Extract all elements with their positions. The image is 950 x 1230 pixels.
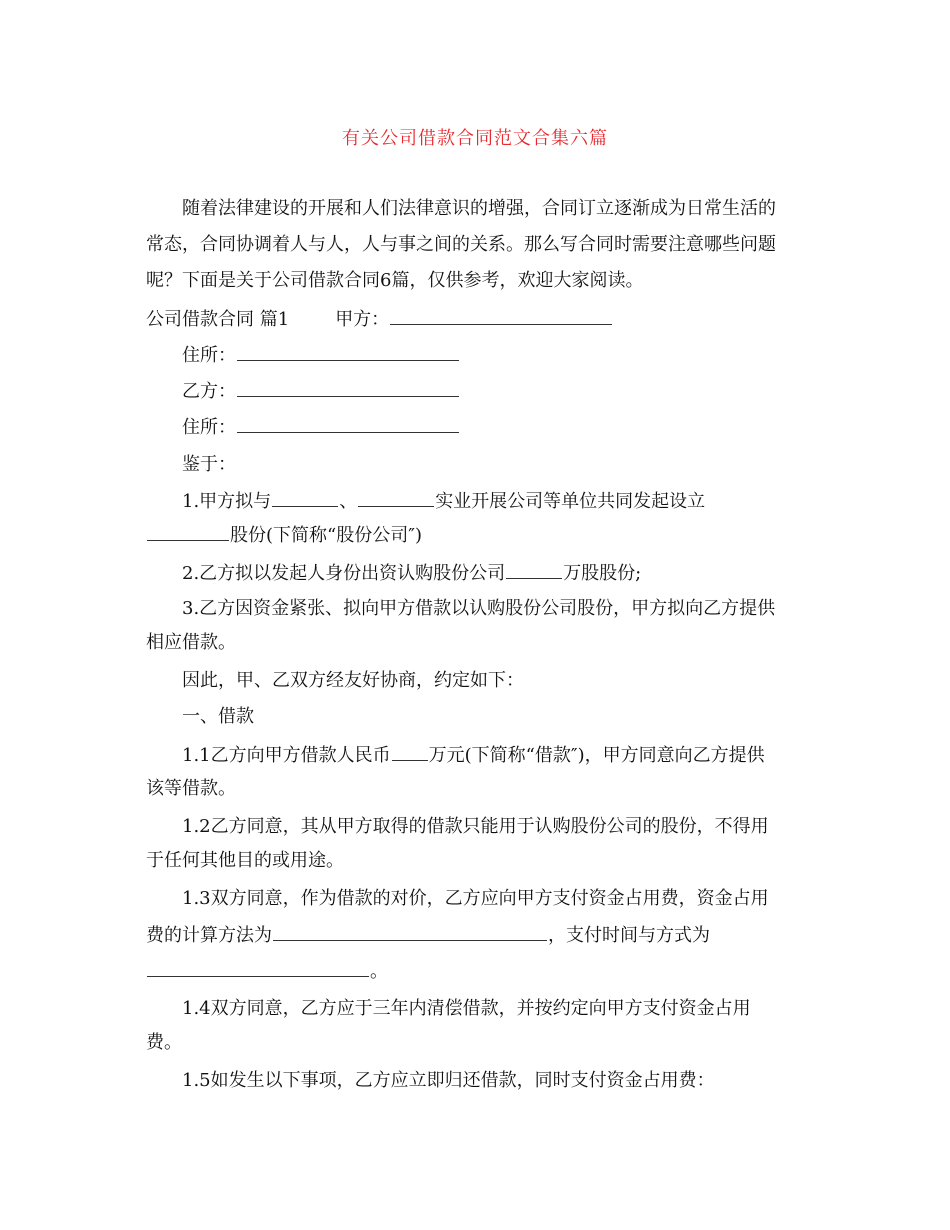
clause-1-3-text-b: 费的计算方法为 [146,925,272,946]
clause-1-5-line: 1.5如发生以下事项，乙方应立即归还借款，同时支付资金占用费： [182,1070,715,1091]
clause-1-1-line-1 [182,742,765,769]
whereas-label: 鉴于： [182,454,236,475]
clause-1-2-line-1: 1.2乙方同意，其从甲方取得的借款只能用于认购股份公司的股份，不得用 [182,816,769,837]
intro-paragraph-line-2: 常态，合同协调着人与人，人与事之间的关系。那么写合同时需要注意哪些问题 [146,234,776,255]
party-a-blank [390,306,612,325]
address-2-row [182,414,460,441]
clause-1-1-text-a: 1.1乙方向甲方借款人民币 [182,745,391,766]
clause-1-3-line-1: 1.3双方同意，作为借款的对价，乙方应向甲方支付资金占用费，资金占用 [182,888,769,909]
document-title: 有关公司借款合同范文合集六篇 [342,128,608,149]
contract-heading-row [146,306,613,333]
whereas-1-line-2 [146,522,422,549]
whereas-3-line-1: 3.乙方因资金紧张、拟向甲方借款以认购股份公司股份，甲方拟向乙方提供 [182,598,776,619]
whereas-1-blank-2 [358,488,434,507]
clause-1-3-line-3 [146,958,388,985]
whereas-3-line-2: 相应借款。 [146,632,236,653]
clause-1-4-line-1: 1.4双方同意，乙方应于三年内清偿借款，并按约定向甲方支付资金占用 [182,998,751,1019]
address-2-blank [237,414,459,433]
party-a-label: 甲方： [335,309,390,330]
party-b-row [182,378,460,405]
whereas-1-blank-3 [147,522,229,541]
whereas-1-line-1 [182,488,705,515]
whereas-1-text-d: 股份(下简称“股份公司″) [230,525,422,546]
party-b-label: 乙方： [182,381,236,402]
address-1-row [182,342,460,369]
clause-1-1-blank [392,742,428,761]
clause-1-3-text-d: 。 [370,961,388,982]
whereas-2-blank [506,560,562,579]
section-1-heading: 一、借款 [182,706,254,727]
whereas-1-text-a: 1.甲方拟与 [182,491,272,512]
contract-heading: 公司借款合同 篇1 [146,309,290,330]
therefore-line: 因此，甲、乙双方经友好协商，约定如下： [182,670,524,691]
clause-1-1-line-2: 该等借款。 [146,778,236,799]
whereas-2-text-b: 万股股份; [563,563,642,584]
clause-1-4-line-2: 费。 [146,1032,182,1053]
whereas-1-blank-1 [272,488,338,507]
clause-1-1-text-b: 万元(下简称“借款″)，甲方同意向乙方提供 [428,745,765,766]
address-1-label: 住所： [182,345,236,366]
clause-1-2-line-2: 于任何其他目的或用途。 [146,850,344,871]
address-1-blank [237,342,459,361]
address-2-label: 住所： [182,417,236,438]
whereas-2-text-a: 2.乙方拟以发起人身份出资认购股份公司 [182,563,506,584]
clause-1-3-text-c: ，支付时间与方式为 [548,925,710,946]
party-b-blank [237,378,459,397]
clause-1-3-blank-1 [273,922,547,941]
intro-paragraph-line-1: 随着法律建设的开展和人们法律意识的增强，合同订立逐渐成为日常生活的 [182,198,776,219]
whereas-1-text-b: 、 [339,491,358,512]
whereas-2-line [182,560,641,587]
clause-1-3-line-2 [146,922,710,949]
intro-paragraph-line-3: 呢？下面是关于公司借款合同6篇，仅供参考，欢迎大家阅读。 [146,270,644,291]
whereas-1-text-c: 实业开展公司等单位共同发起设立 [435,491,706,512]
clause-1-3-blank-2 [147,958,369,977]
